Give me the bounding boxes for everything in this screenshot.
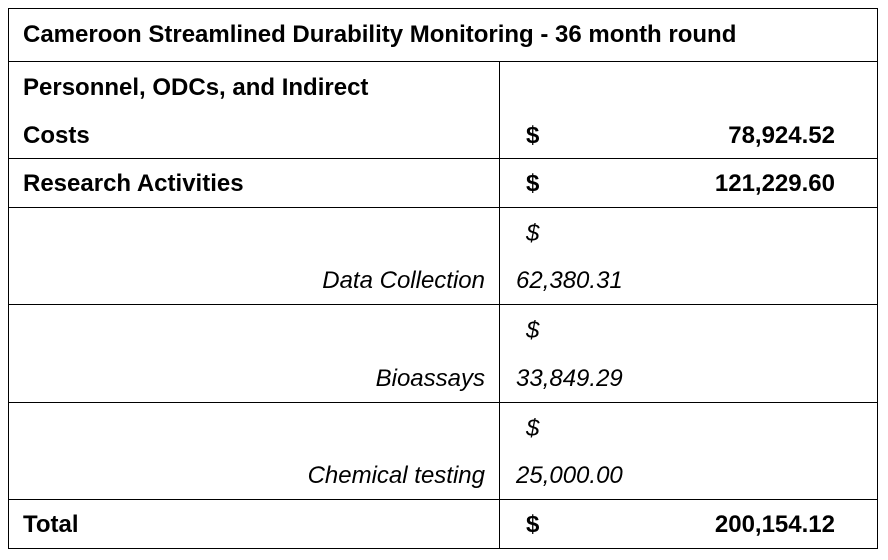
budget-table [8, 8, 878, 549]
table-row-chemical-testing [9, 402, 877, 499]
table-title-row [9, 9, 877, 61]
row-label: Chemical testing [307, 462, 485, 489]
currency-symbol: $ [526, 317, 540, 344]
table-row-data-collection [9, 207, 877, 304]
row-label: Costs [23, 122, 90, 149]
currency-symbol: $ [526, 415, 540, 442]
table-row-personnel [9, 61, 877, 158]
table-row-bioassays [9, 304, 877, 402]
currency-symbol: $ [526, 170, 540, 197]
amount-value: 25,000.00 [516, 462, 623, 489]
table-row-research-activities [9, 158, 877, 207]
row-label: Total [23, 511, 79, 538]
amount-value: 78,924.52 [728, 122, 835, 149]
amount-value: 62,380.31 [516, 267, 623, 294]
row-label: Personnel, ODCs, and Indirect [23, 74, 369, 101]
amount-value: 121,229.60 [714, 170, 835, 197]
row-label: Bioassays [375, 365, 485, 392]
row-label: Research Activities [23, 170, 244, 197]
table-row-total [9, 499, 877, 548]
currency-symbol: $ [526, 220, 540, 247]
amount-value: 33,849.29 [516, 365, 623, 392]
currency-symbol: $ [526, 511, 540, 538]
table-title: Cameroon Streamlined Durability Monitoring - 36 month round [23, 21, 737, 48]
row-label: Data Collection [322, 267, 485, 294]
amount-value: 200,154.12 [714, 511, 835, 538]
currency-symbol: $ [526, 122, 540, 149]
